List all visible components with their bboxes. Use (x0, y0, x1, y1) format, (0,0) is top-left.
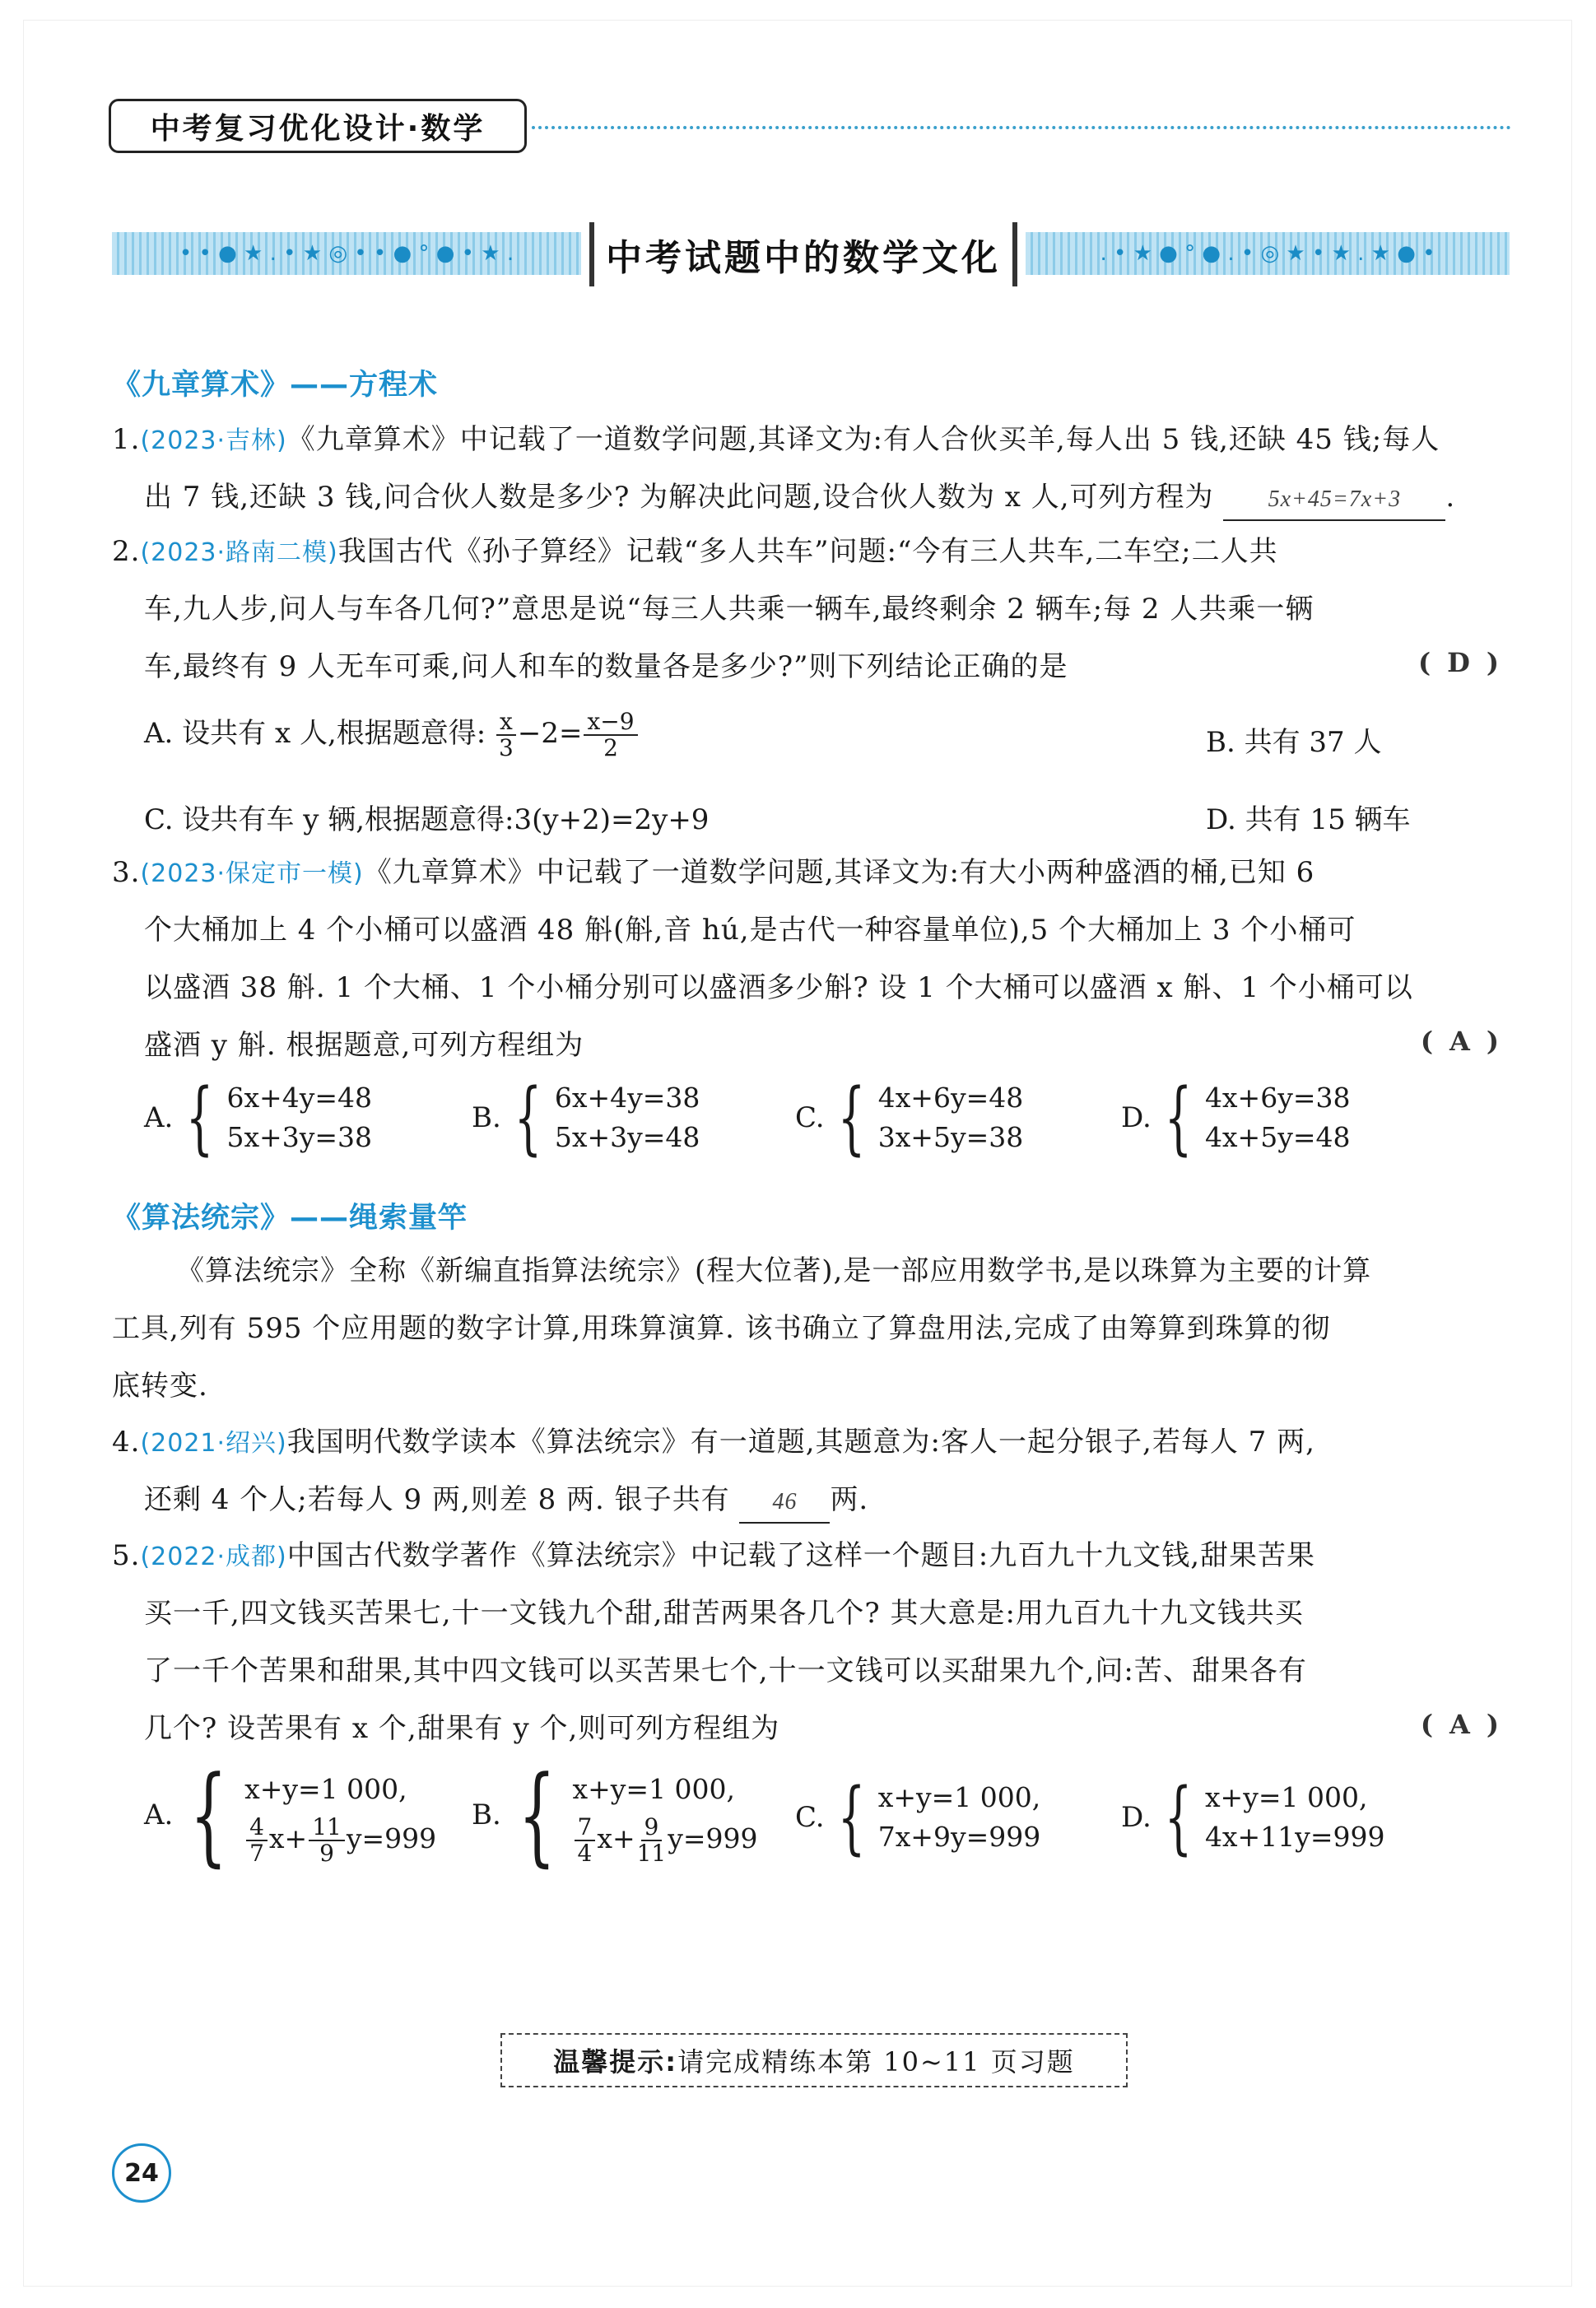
question-2-option-d[interactable]: D. 共有 15 辆车 (1206, 803, 1411, 836)
tip-label: 温馨提示: (553, 2046, 678, 2078)
banner-decoration-left: • • ● ★ . • ★ ◎ • • ● ° ● • ★ . (112, 232, 581, 275)
question-5-line-3: 了一千个苦果和甜果,其中四文钱可以买苦果七个,十一文钱可以买甜果九个,问:苦、甜果各有 (144, 1654, 1307, 1687)
question-5-option-b[interactable]: B. { x+y=1 000, $\frac{7}{4}$ x+ $\frac{9}{11}$ y=999 (472, 1752, 758, 1878)
question-4-line-1: 4.(2021·绍兴)我国明代数学读本《算法统宗》有一道题,其题意为:客人一起分银子,若每人 7 两, (112, 1426, 1315, 1459)
fraction: $\frac{x-9}{2}$ (584, 710, 637, 761)
intro-line-2: 工具,列有 595 个应用题的数字计算,用珠算演算. 该书确立了算盘用法,完成了由筹算到珠算的彻 (112, 1312, 1331, 1345)
question-3-option-b[interactable]: B. { 6x+4y=38 5x+3y=48 (472, 1072, 700, 1164)
tip-text: 请完成精练本第 10~11 页习题 (677, 2046, 1075, 2078)
question-3-option-c[interactable]: C. { 4x+6y=48 3x+5y=38 (795, 1072, 1024, 1164)
question-5-option-a[interactable]: A. { x+y=1 000, $\frac{4}{7}$ x+ $\frac{11}{9}$ y=999 (144, 1752, 437, 1878)
question-3-option-d[interactable]: D. { 4x+6y=38 4x+5y=48 (1121, 1072, 1351, 1164)
question-1-answer-blank[interactable]: 5x+45=7x+3 (1223, 480, 1445, 521)
question-3-line-3: 以盛酒 38 斛. 1 个大桶、1 个小桶分别可以盛酒多少斛? 设 1 个大桶可以盛酒 x 斛、1 个小桶可以 (144, 971, 1413, 1004)
question-4-answer-blank[interactable]: 46 (739, 1482, 830, 1524)
question-3-line-2: 个大桶加上 4 个小桶可以盛酒 48 斛(斛,音 hú,是古代一种容量单位),5 个大桶加上 3 个小桶可 (144, 914, 1356, 947)
question-5-option-d[interactable]: D. { x+y=1 000, 4x+11y=999 (1121, 1771, 1385, 1864)
question-1-line-2: 出 7 钱,还缺 3 钱,问合伙人数是多少? 为解决此问题,设合伙人数为 x 人,可列方程为 5x+45=7x+3 . (144, 477, 1515, 521)
fraction: $\frac{x}{3}$ (496, 710, 516, 761)
intro-line-3: 底转变. (112, 1370, 208, 1403)
question-3-answer: (A) (1420, 1026, 1515, 1057)
question-5-source: (2022·成都) (140, 1543, 287, 1571)
question-2-line-1: 2.(2023·路南二模)我国古代《孙子算经》记载“多人共车”问题:“今有三人共车,二车空;二人共 (112, 535, 1278, 568)
series-title: 中考复习优化设计·数学 (109, 99, 527, 153)
practice-tip (500, 2033, 1128, 2087)
question-5-line-2: 买一千,四文钱买苦果七,十一文钱九个甜,甜苦两果各几个? 其大意是:用九百九十九文钱共买 (144, 1597, 1304, 1630)
question-2-source: (2023·路南二模) (140, 538, 338, 567)
question-4-line-2: 还剩 4 个人;若每人 9 两,则差 8 两. 银子共有 46 两. (144, 1480, 1515, 1524)
question-5-option-c[interactable]: C. { x+y=1 000, 7x+9y=999 (795, 1771, 1041, 1864)
question-3-line-4: 盛酒 y 斛. 根据题意,可列方程组为 (144, 1029, 584, 1062)
question-2-line-3: 车,最终有 9 人无车可乘,问人和车的数量各是多少?”则下列结论正确的是 (144, 650, 1068, 683)
question-5-line-4: 几个? 设苦果有 x 个,甜果有 y 个,则可列方程组为 (144, 1712, 780, 1745)
question-1-line-1: 1.(2023·吉林)《九章算术》中记载了一道数学问题,其译文为:有人合伙买羊,每人出 5 钱,还缺 45 钱;每人 (112, 423, 1440, 456)
question-2-line-2: 车,九人步,问人与车各几何?”意思是说“每三人共乘一辆车,最终剩余 2 辆车;每 2 人共乘一辆 (144, 593, 1314, 626)
question-2-answer: (D) (1417, 647, 1515, 678)
header-dotted-rule (532, 126, 1511, 129)
section-heading-jiuzhang: 《九章算术》——方程术 (112, 369, 439, 402)
question-5-line-1: 5.(2022·成都)中国古代数学著作《算法统宗》中记载了这样一个题目:九百九十九文钱,甜果苦果 (112, 1539, 1316, 1572)
question-5-answer: (A) (1420, 1709, 1515, 1740)
question-1-source: (2023·吉林) (140, 426, 287, 455)
question-3-line-1: 3.(2023·保定市一模)《九章算术》中记载了一道数学问题,其译文为:有大小两种盛酒的桶,已知 6 (112, 856, 1315, 889)
question-2-option-a[interactable]: A. 设共有 x 人,根据题意得: $\frac{x}{3}$ −2= $\frac{x-9}{2}$ (144, 710, 640, 761)
question-3-option-a[interactable]: A. { 6x+4y=48 5x+3y=38 (144, 1072, 372, 1164)
question-3-source: (2023·保定市一模) (140, 859, 364, 888)
question-2-option-c[interactable]: C. 设共有车 y 辆,根据题意得:3(y+2)=2y+9 (144, 803, 710, 836)
question-2-option-b[interactable]: B. 共有 37 人 (1206, 726, 1382, 759)
question-4-source: (2021·绍兴) (140, 1429, 287, 1458)
section-heading-suanfa: 《算法统宗》——绳索量竿 (112, 1202, 468, 1235)
intro-line-1: 《算法统宗》全称《新编直指算法统宗》(程大位著),是一部应用数学书,是以珠算为主要的计算 (176, 1254, 1372, 1287)
page-number: 24 (112, 2143, 171, 2203)
banner-title: 中考试题中的数学文化 (589, 222, 1017, 286)
banner-decoration-right: . • ★ ● ° ● . • ◎ ★ • ★ . ★ ● • (1026, 232, 1510, 275)
